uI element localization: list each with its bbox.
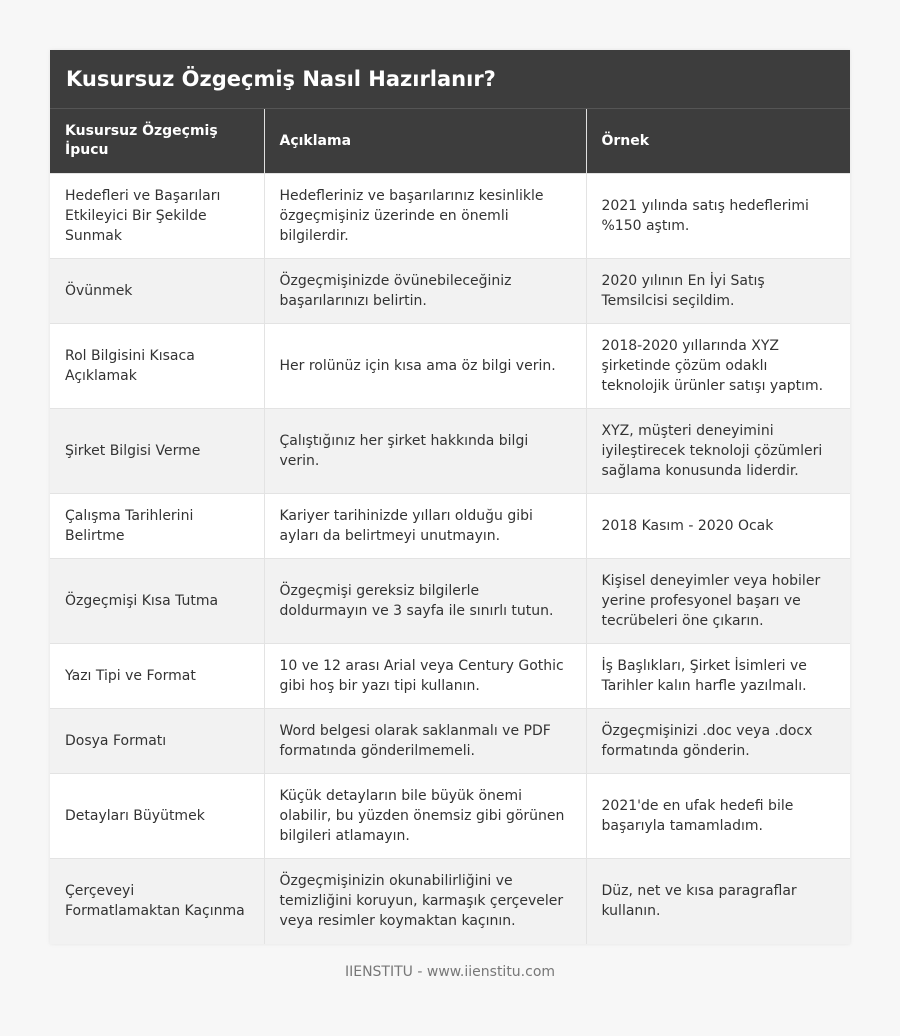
cell-tip: Dosya Formatı: [50, 709, 264, 774]
footer-credit: IIENSTITU - www.iienstitu.com: [344, 964, 556, 980]
table-row: [50, 859, 850, 944]
cell-description: Özgeçmişinizin okunabilirliğini ve temizliğini koruyun, karmaşık çerçeveler veya resimler koymaktan kaçının.: [264, 859, 586, 944]
table-row: [50, 174, 850, 259]
cell-description: Kariyer tarihinizde yılları olduğu gibi ayları da belirtmeyi unutmayın.: [264, 494, 586, 559]
cell-example: Düz, net ve kısa paragraflar kullanın.: [586, 859, 850, 944]
cell-tip: Çerçeveyi Formatlamaktan Kaçınma: [50, 859, 264, 944]
resume-tips-card: [50, 50, 850, 944]
table-row: [50, 559, 850, 644]
cell-tip: Övünmek: [50, 259, 264, 324]
table-row: [50, 774, 850, 859]
cell-description: 10 ve 12 arası Arial veya Century Gothic gibi hoş bir yazı tipi kullanın.: [264, 644, 586, 709]
cell-tip: Detayları Büyütmek: [50, 774, 264, 859]
resume-tips-table: [50, 109, 850, 944]
cell-tip: Yazı Tipi ve Format: [50, 644, 264, 709]
cell-example: Kişisel deneyimler veya hobiler yerine profesyonel başarı ve tecrübeleri öne çıkarın.: [586, 559, 850, 644]
table-row: [50, 324, 850, 409]
cell-example: 2018-2020 yıllarında XYZ şirketinde çözüm odaklı teknolojik ürünler satışı yaptım.: [586, 324, 850, 409]
cell-tip: Rol Bilgisini Kısaca Açıklamak: [50, 324, 264, 409]
cell-description: Hedefleriniz ve başarılarınız kesinlikle özgeçmişiniz üzerinde en önemli bilgilerdir.: [264, 174, 586, 259]
cell-tip: Özgeçmişi Kısa Tutma: [50, 559, 264, 644]
cell-example: Özgeçmişinizi .doc veya .docx formatında gönderin.: [586, 709, 850, 774]
cell-tip: Çalışma Tarihlerini Belirtme: [50, 494, 264, 559]
column-header-example: Örnek: [586, 109, 850, 174]
cell-description: Özgeçmişi gereksiz bilgilerle doldurmayın ve 3 sayfa ile sınırlı tutun.: [264, 559, 586, 644]
cell-tip: Hedefleri ve Başarıları Etkileyici Bir Şekilde Sunmak: [50, 174, 264, 259]
cell-description: Özgeçmişinizde övünebileceğiniz başarılarınızı belirtin.: [264, 259, 586, 324]
cell-example: 2020 yılının En İyi Satış Temsilcisi seçildim.: [586, 259, 850, 324]
cell-description: Her rolünüz için kısa ama öz bilgi verin.: [264, 324, 586, 409]
cell-description: Word belgesi olarak saklanmalı ve PDF formatında gönderilmemeli.: [264, 709, 586, 774]
cell-example: İş Başlıkları, Şirket İsimleri ve Tarihler kalın harfle yazılmalı.: [586, 644, 850, 709]
header-row: [50, 109, 850, 174]
table-row: [50, 494, 850, 559]
cell-example: 2021 yılında satış hedeflerimi %150 aştım.: [586, 174, 850, 259]
table-title: Kusursuz Özgeçmiş Nasıl Hazırlanır?: [50, 50, 850, 109]
column-header-tip: Kusursuz Özgeçmiş İpucu: [50, 109, 264, 174]
cell-example: 2018 Kasım - 2020 Ocak: [586, 494, 850, 559]
cell-example: 2021'de en ufak hedefi bile başarıyla tamamladım.: [586, 774, 850, 859]
cell-example: XYZ, müşteri deneyimini iyileştirecek teknoloji çözümleri sağlama konusunda liderdir.: [586, 409, 850, 494]
cell-tip: Şirket Bilgisi Verme: [50, 409, 264, 494]
cell-description: Küçük detayların bile büyük önemi olabilir, bu yüzden önemsiz gibi görünen bilgileri atlamayın.: [264, 774, 586, 859]
table-row: [50, 709, 850, 774]
table-row: [50, 644, 850, 709]
table-row: [50, 409, 850, 494]
column-header-description: Açıklama: [264, 109, 586, 174]
cell-description: Çalıştığınız her şirket hakkında bilgi verin.: [264, 409, 586, 494]
table-row: [50, 259, 850, 324]
